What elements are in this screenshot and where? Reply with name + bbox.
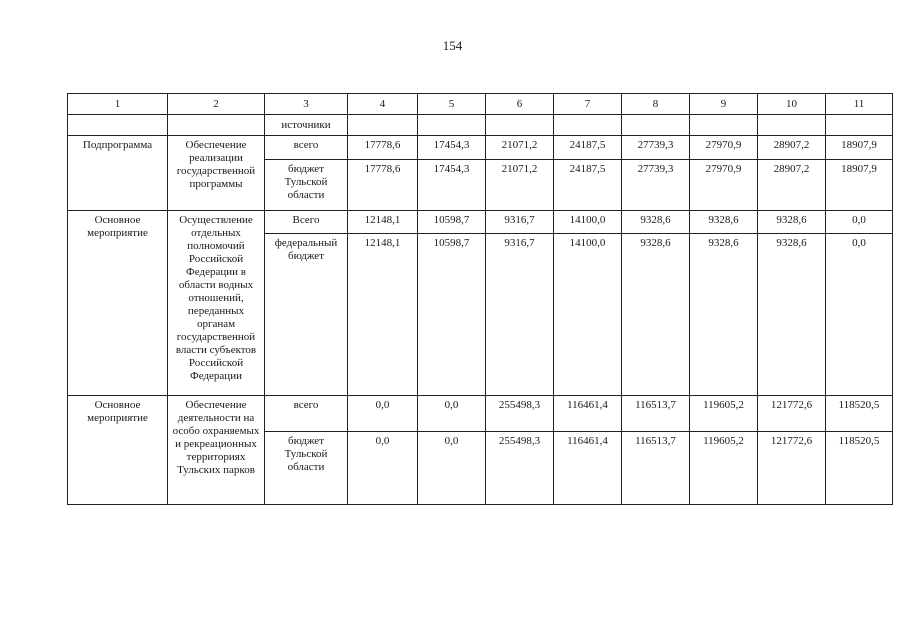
- empty-cell: [68, 115, 168, 136]
- value-cell: 9328,6: [622, 211, 690, 234]
- empty-cell: [690, 115, 758, 136]
- header-cell: 2: [168, 94, 265, 115]
- value-cell: 18907,9: [826, 160, 893, 211]
- row-title-cell: Обеспечение реализации государственной программы: [168, 136, 265, 211]
- value-cell: 9328,6: [690, 211, 758, 234]
- header-cell: 10: [758, 94, 826, 115]
- value-cell: 28907,2: [758, 136, 826, 160]
- value-cell: 12148,1: [348, 234, 418, 396]
- value-cell: 121772,6: [758, 432, 826, 505]
- value-cell: 12148,1: [348, 211, 418, 234]
- header-cell: 4: [348, 94, 418, 115]
- value-cell: 14100,0: [554, 211, 622, 234]
- header-cell: 11: [826, 94, 893, 115]
- empty-cell: [168, 115, 265, 136]
- empty-cell: [418, 115, 486, 136]
- row-type-cell: Основное мероприятие: [68, 211, 168, 396]
- value-cell: 0,0: [826, 234, 893, 396]
- row-title-cell: Осуществление отдельных полномочий Российской Федерации в области водных отношений, переданных органам государственной власти субъектов Российской Федерации: [168, 211, 265, 396]
- source-cell: Всего: [265, 211, 348, 234]
- source-cell: всего: [265, 136, 348, 160]
- value-cell: 0,0: [418, 396, 486, 432]
- row-type-cell: Подпрограмма: [68, 136, 168, 211]
- value-cell: 10598,7: [418, 234, 486, 396]
- value-cell: 24187,5: [554, 160, 622, 211]
- value-cell: 121772,6: [758, 396, 826, 432]
- table-row: [68, 396, 893, 432]
- sources-label: источники: [265, 115, 348, 136]
- value-cell: 116513,7: [622, 396, 690, 432]
- value-cell: 27739,3: [622, 136, 690, 160]
- value-cell: 0,0: [418, 432, 486, 505]
- value-cell: 17778,6: [348, 136, 418, 160]
- header-cell: 5: [418, 94, 486, 115]
- value-cell: 14100,0: [554, 234, 622, 396]
- value-cell: 9316,7: [486, 234, 554, 396]
- value-cell: 10598,7: [418, 211, 486, 234]
- page-number: 154: [442, 38, 463, 53]
- value-cell: 0,0: [826, 211, 893, 234]
- value-cell: 9328,6: [758, 211, 826, 234]
- value-cell: 17454,3: [418, 160, 486, 211]
- source-cell: бюджет Тульской области: [265, 160, 348, 211]
- value-cell: 9328,6: [690, 234, 758, 396]
- source-cell: федеральный бюджет: [265, 234, 348, 396]
- value-cell: 21071,2: [486, 160, 554, 211]
- value-cell: 17778,6: [348, 160, 418, 211]
- header-row: [68, 94, 893, 115]
- value-cell: 9328,6: [758, 234, 826, 396]
- header-cell: 7: [554, 94, 622, 115]
- empty-cell: [348, 115, 418, 136]
- header-cell: 6: [486, 94, 554, 115]
- value-cell: 118520,5: [826, 396, 893, 432]
- header-cell: 1: [68, 94, 168, 115]
- value-cell: 0,0: [348, 432, 418, 505]
- value-cell: 118520,5: [826, 432, 893, 505]
- value-cell: 255498,3: [486, 396, 554, 432]
- value-cell: 116461,4: [554, 396, 622, 432]
- value-cell: 17454,3: [418, 136, 486, 160]
- value-cell: 9316,7: [486, 211, 554, 234]
- value-cell: 27739,3: [622, 160, 690, 211]
- row-title-cell: Обеспечение деятельности на особо охраняемых и рекреационных территориях Тульских парков: [168, 396, 265, 505]
- empty-cell: [826, 115, 893, 136]
- value-cell: 18907,9: [826, 136, 893, 160]
- source-cell: всего: [265, 396, 348, 432]
- value-cell: 27970,9: [690, 160, 758, 211]
- value-cell: 24187,5: [554, 136, 622, 160]
- header-cell: 9: [690, 94, 758, 115]
- value-cell: 27970,9: [690, 136, 758, 160]
- empty-cell: [758, 115, 826, 136]
- header-cell: 3: [265, 94, 348, 115]
- source-cell: бюджет Тульской области: [265, 432, 348, 505]
- value-cell: 28907,2: [758, 160, 826, 211]
- sources-row: [68, 115, 893, 136]
- value-cell: 0,0: [348, 396, 418, 432]
- value-cell: 21071,2: [486, 136, 554, 160]
- empty-cell: [486, 115, 554, 136]
- value-cell: 255498,3: [486, 432, 554, 505]
- value-cell: 116461,4: [554, 432, 622, 505]
- row-type-cell: Основное мероприятие: [68, 396, 168, 505]
- value-cell: 9328,6: [622, 234, 690, 396]
- table-row: [68, 136, 893, 160]
- empty-cell: [622, 115, 690, 136]
- value-cell: 116513,7: [622, 432, 690, 505]
- value-cell: 119605,2: [690, 396, 758, 432]
- value-cell: 119605,2: [690, 432, 758, 505]
- header-cell: 8: [622, 94, 690, 115]
- budget-table: [67, 93, 893, 505]
- empty-cell: [554, 115, 622, 136]
- table-row: [68, 211, 893, 234]
